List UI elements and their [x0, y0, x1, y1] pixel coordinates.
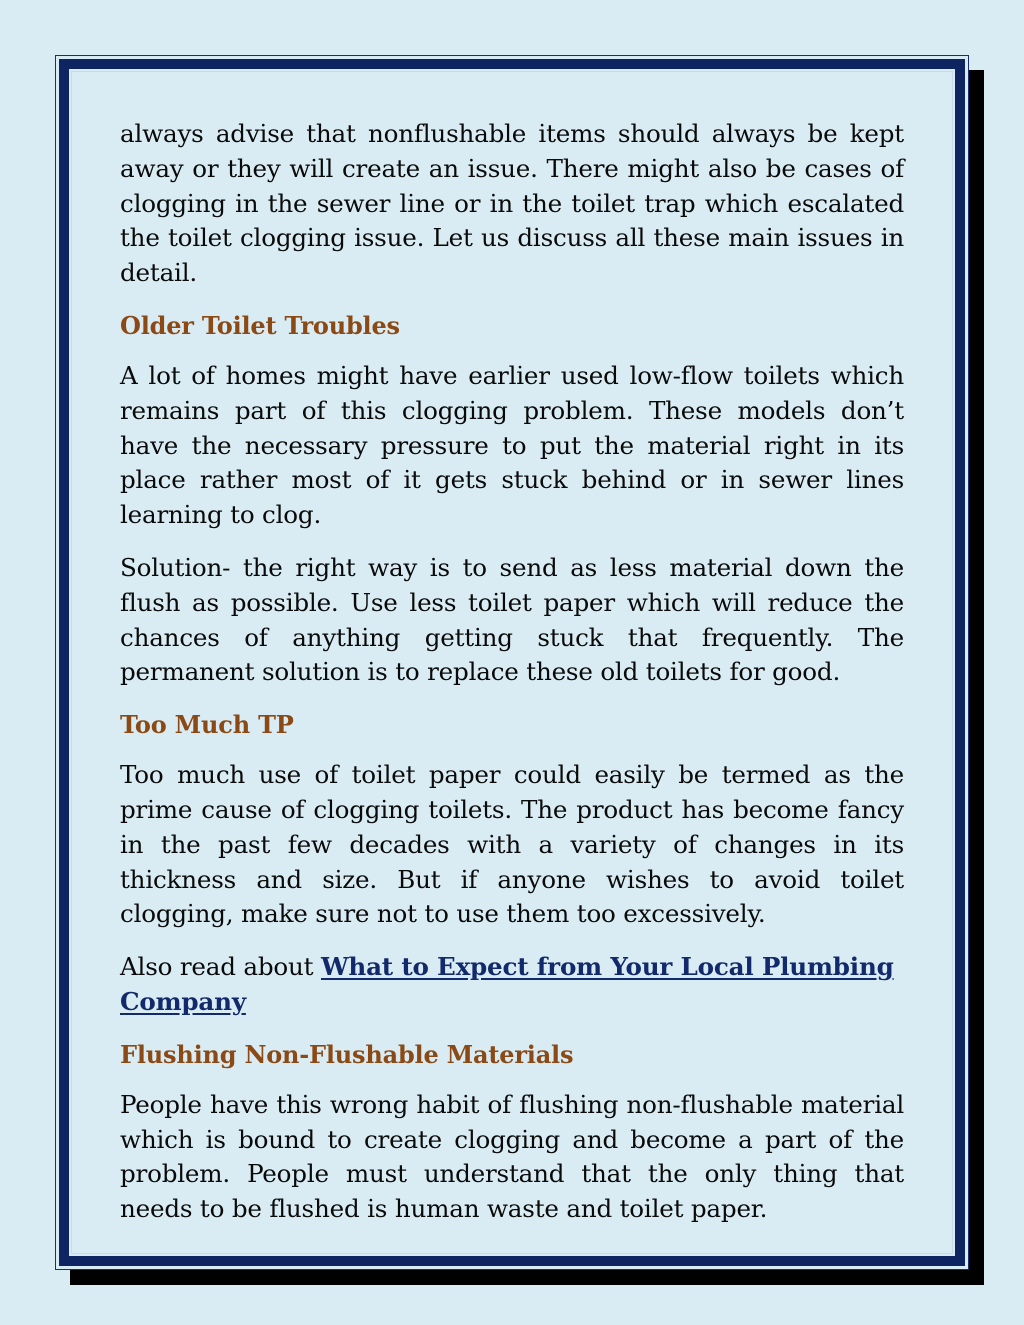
solution-paragraph: Solution- the right way is to send as less material down the flush as possible. Use less toilet paper which will reduce the chances of anything getting stuck that frequently. The permanent solution is to replace these old toilets for good.	[120, 552, 904, 687]
too-much-tp-paragraph: Too much use of toilet paper could easily be termed as the prime cause of clogging toilets. The product has become fancy in the past few decades with a variety of changes in its thickness and size. But if anyone wishes to avoid toilet clogging, make sure not to use them too excessively.	[120, 760, 904, 929]
section-heading-flushing-non-flushable: Flushing Non-Flushable Materials	[120, 1039, 574, 1069]
also-read-link[interactable]: What to Expect from Your Local Plumbing Company	[120, 952, 894, 1016]
also-read-paragraph	[120, 950, 904, 1020]
older-toilet-paragraph: A lot of homes might have earlier used low-flow toilets which remains part of this clogging problem. These models don’t have the necessary pressure to put the material right in its place rather most of it gets stuck behind or in sewer lines learning to clog.	[120, 360, 904, 530]
flushing-paragraph: People have this wrong habit of flushing non-flushable material which is bound to create clogging and become a part of the problem. People must understand that the only thing that needs to be flushed is human waste and toilet paper.	[120, 1089, 904, 1224]
section-heading-older-toilet-troubles: Older Toilet Troubles	[120, 310, 400, 340]
intro-paragraph: always advise that nonflushable items should always be kept away or they will create an issue. There might also be cases of clogging in the sewer line or in the toilet trap which escalated the toilet clogging issue. Let us discuss all these main issues in detail.	[120, 119, 904, 288]
also-read-prefix: Also read about	[120, 952, 321, 982]
section-heading-too-much-tp: Too Much TP	[120, 710, 294, 740]
document-body	[120, 117, 904, 1245]
